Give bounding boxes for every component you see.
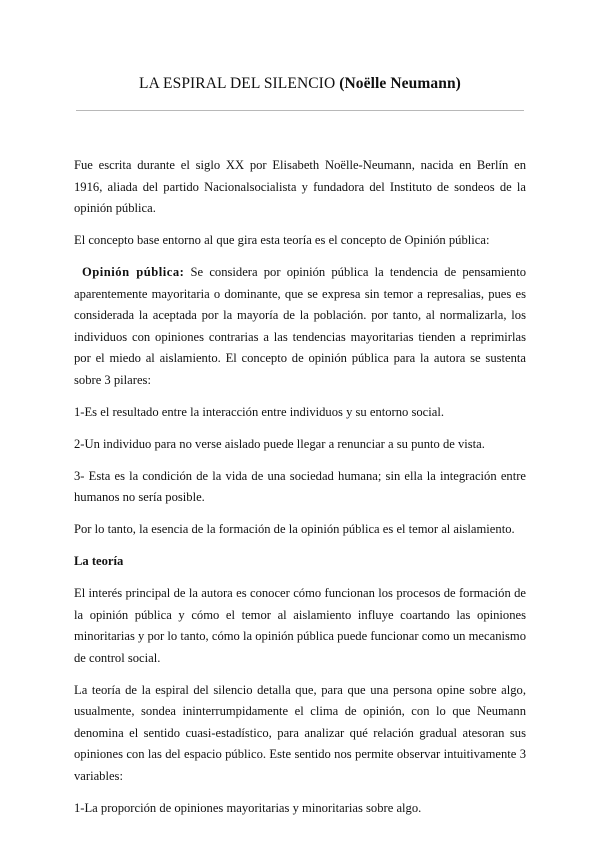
- definition-text: Se considera por opinión pública la tendencia de pensamiento aparentemente mayoritaria o dominante, que se expresa sin temor a represalias, pues es considerada la aceptada por la mayoría de la población. por tanto, al normalizarla, los individuos con opiniones contrarias a las tendencias mayoritarias tienden a reprimirlas por el miedo al aislamiento. El concepto de opinión pública para la autora se sustenta sobre 3 pilares:: [74, 265, 526, 387]
- section-heading: La teoría: [74, 554, 124, 568]
- paragraph-pillar-1: 1-Es el resultado entre la interacción entre individuos y su entorno social.: [74, 404, 445, 419]
- paragraph-interest: El interés principal de la autora es conocer cómo funcionan los procesos de formación de la opinión pública y cómo el temor al aislamiento influye coartando las opiniones minoritarias y por lo tanto, cómo la opinión pública puede funcionar como un mecanismo de control social.: [74, 586, 526, 665]
- paragraph-variable-1: 1-La proporción de opiniones mayoritarias y minoritarias sobre algo.: [74, 800, 422, 815]
- page-title: [0, 75, 600, 93]
- paragraph-conclusion: Por lo tanto, la esencia de la formación de la opinión pública es el temor al aislamiento.: [74, 522, 515, 536]
- paragraph-concept: El concepto base entorno al que gira esta teoría es el concepto de Opinión pública:: [74, 233, 490, 247]
- title-main: LA ESPIRAL DEL SILENCIO: [139, 75, 336, 92]
- document-body: [74, 155, 526, 819]
- title-author: (Noëlle Neumann): [339, 75, 461, 92]
- definition-term: Opinión pública:: [82, 265, 185, 279]
- paragraph-definition: [74, 262, 526, 391]
- paragraph-pillar-3: 3- Esta es la condición de la vida de una sociedad humana; sin ella la integración entre humanos no sería posible.: [74, 468, 526, 504]
- paragraph-pillar-2: 2-Un individuo para no verse aislado puede llegar a renunciar a su punto de vista.: [74, 436, 485, 451]
- title-divider: [76, 110, 524, 111]
- paragraph-intro: Fue escrita durante el siglo XX por Elisabeth Noëlle-Neumann, nacida en Berlín en 1916, aliada del partido Nacionalsocialista y fundadora del Instituto de sondeos de la opinión pública.: [74, 158, 526, 215]
- paragraph-theory: La teoría de la espiral del silencio detalla que, para que una persona opine sobre algo, usualmente, sondea ininterrumpidamente el clima de opinión, con lo que Neumann denomina el sentido cuasi-estadístico, para analizar qué relación gradual atesoran sus opiniones con las del espacio público. Este sentido nos permite observar intuitivamente 3 variables:: [74, 682, 526, 783]
